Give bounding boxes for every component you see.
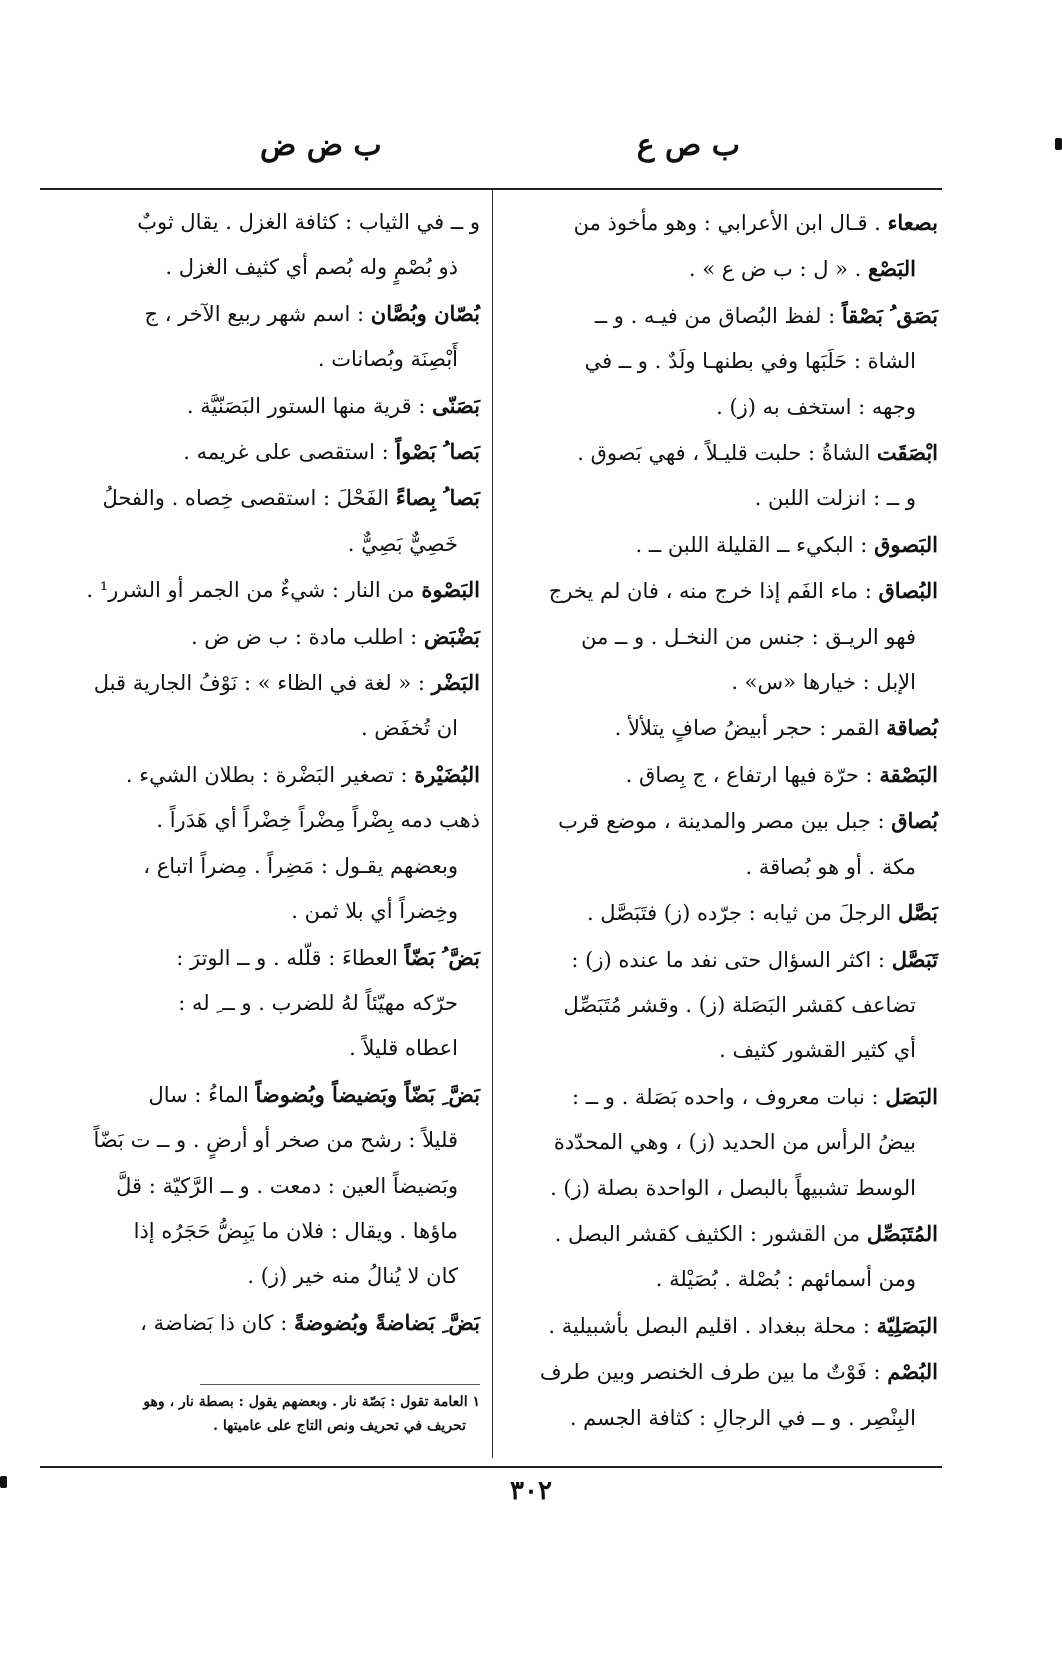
- headword: البُصْم: [887, 1359, 938, 1385]
- dictionary-line: [508, 200, 938, 246]
- definition-text: : حرّة فيها ارتفاع ، ج بِصاق .: [625, 762, 873, 787]
- definition-text: وجهه : استخف به (ز) .: [716, 394, 916, 419]
- dictionary-line: [508, 752, 938, 798]
- edge-mark: [1055, 138, 1062, 150]
- definition-text: : لفظ البُصاق من فيـه . و ــ: [594, 303, 836, 328]
- dictionary-line: [508, 1028, 938, 1073]
- headword: المُتَبَصِّل: [866, 1220, 938, 1246]
- dictionary-line: [50, 475, 480, 521]
- dictionary-line: [508, 430, 938, 476]
- dictionary-line: [508, 246, 938, 292]
- page-number: ٣٠٢: [510, 1476, 552, 1506]
- dictionary-line: [50, 981, 480, 1026]
- definition-text: وبعضهم يقـول : مَضِراً . مِضراً اتباع ،: [143, 853, 458, 878]
- dictionary-line: [50, 660, 480, 706]
- page-header: [40, 128, 940, 184]
- definition-text: ذهب دمه بِضْراً مِضْراً خِضْراً أي هَدَراً .: [156, 808, 480, 833]
- headword: بَصا ُ بِصاءً: [395, 485, 480, 511]
- headword: بَصا ُ بَصْواً: [395, 439, 480, 465]
- dictionary-line: [508, 522, 938, 568]
- headword: بَصَنّى: [432, 392, 480, 418]
- dictionary-line: [508, 1211, 938, 1257]
- headword: البُضَيْرة: [414, 761, 480, 787]
- dictionary-line: [508, 660, 938, 705]
- definition-text: : فَوْتٌ ما بين طرف الخنصر وبين طرف: [539, 1360, 881, 1385]
- definition-text: الوسط تشبيهاً بالبصل ، الواحدة بصلة (ز) .: [550, 1175, 916, 1200]
- definition-text: بيضُ الرأس من الحديد (ز) ، وهي المحدّدة: [553, 1130, 916, 1155]
- dictionary-line: [50, 245, 480, 290]
- dictionary-line: [50, 429, 480, 475]
- headword: البُصاق: [878, 578, 938, 604]
- dictionary-line: [508, 1074, 938, 1120]
- headword: البَضْر: [431, 670, 480, 696]
- dictionary-line: [50, 935, 480, 981]
- definition-text: اعطاه قليلاً .: [349, 1036, 458, 1061]
- definition-text: : نبات معروف ، واحده بَصَلة . و ــ :: [572, 1084, 879, 1109]
- definition-text: : جبل بين مصر والمدينة ، موضع قرب: [558, 809, 885, 834]
- dictionary-line: [508, 385, 938, 430]
- dictionary-line: [508, 798, 938, 844]
- definition-text: و ــ في الثياب : كثافة الغزل . يقال ثوبٌ: [137, 210, 480, 234]
- definition-text: : كان ذا بَضاضة ،: [140, 1310, 288, 1335]
- headword: البَصَلِيّة: [876, 1312, 938, 1338]
- definition-text: وبَضيضاً العين : دمعت . و ــ الرَّكيّة : قلَّ: [116, 1173, 458, 1198]
- definition-text: العطاءَ : قلّله . و ــ الوترَ :: [176, 945, 398, 970]
- dictionary-line: [508, 845, 938, 890]
- footnote-marker: ١: [472, 1394, 480, 1410]
- headword: البَصَل: [885, 1083, 938, 1109]
- definition-text: . « ل : ب ض ع » .: [688, 257, 862, 282]
- definition-text: الإبل : خيارها «س» .: [731, 670, 916, 695]
- dictionary-line: [50, 1118, 480, 1163]
- definition-text: الشاةُ : حلبت قليـلاً ، فهي بَصوق .: [577, 441, 871, 466]
- definition-text: : استقصى على غريمه .: [183, 440, 389, 465]
- definition-text: الرجلَ من ثيابه : جرّده (ز) فتَبَصَّل .: [586, 901, 892, 926]
- headword: بَضْبَض: [423, 623, 480, 649]
- dictionary-line: [508, 1257, 938, 1302]
- footnote-rule: [200, 1384, 480, 1385]
- dictionary-line: [50, 522, 480, 567]
- dictionary-line: [50, 383, 480, 429]
- dictionary-line: [508, 937, 938, 983]
- definition-text: ومن أسمائهم : بُصْلة . بُصَيْلة .: [655, 1267, 916, 1292]
- dictionary-line: [50, 706, 480, 751]
- definition-text: : قرية منها الستور البَصَنّيَّة .: [186, 393, 426, 418]
- headword: البَصْقة: [879, 761, 938, 787]
- headword: بَضَّ ِ بَضاضةً وبُضوضةً: [293, 1309, 480, 1335]
- definition-text: كان لا يُنالُ منه خير (ز) .: [247, 1264, 458, 1289]
- headword: بَصَّل: [898, 900, 938, 926]
- column-divider: [492, 190, 493, 1458]
- definition-text: من القشور : الكثيف كقشر البصل .: [554, 1221, 861, 1246]
- dictionary-line: [508, 615, 938, 660]
- footer-rule: [40, 1466, 942, 1468]
- definition-text: : تصغير البَضْرة : بطلان الشيء .: [125, 762, 408, 787]
- dictionary-line: [50, 1072, 480, 1118]
- definition-text: أي كثير القشور كثيف .: [719, 1038, 916, 1063]
- definition-text: ان تُخفَض .: [360, 716, 458, 741]
- dictionary-line: [50, 291, 480, 337]
- definition-text: : محلة ببغداد . اقليم البصل بأشبيلية .: [548, 1313, 870, 1338]
- headword: ابْصَقَت: [876, 440, 938, 466]
- dictionary-line: [50, 889, 480, 934]
- dictionary-line: [50, 1209, 480, 1254]
- header-rule: [40, 188, 942, 190]
- dictionary-line: [508, 705, 938, 751]
- definition-text: : ماء الفَم إذا خرج منه ، فان لم يخرج: [548, 579, 872, 604]
- definition-text: من النار : شيءٌ من الجمر أو الشرر¹ .: [86, 578, 415, 603]
- dictionary-line: [50, 1300, 480, 1346]
- definition-text: قليلاً : رشح من صخر أو أرضٍ . و ــ ت بَضّاً: [93, 1128, 458, 1153]
- definition-text: : اطلب مادة : ب ض ض .: [190, 624, 418, 649]
- headword: بَضَّ ُ بَضّاً: [404, 944, 480, 970]
- definition-text: الشاة : حَلَبَها وفي بطنهـا ولَدٌ . و ــ في: [584, 349, 916, 374]
- headword: البَصْع: [868, 256, 916, 282]
- dictionary-line: [508, 476, 938, 521]
- dictionary-line: [50, 614, 480, 660]
- definition-text: حرّكه مهيّئاً لهُ للضرب . و ــ ِ له :: [178, 990, 458, 1015]
- left-column: [50, 200, 480, 1346]
- headword: البَصوق: [874, 531, 938, 557]
- definition-text: ماؤها . ويقال : فلان ما يَبِضُّ حَجَرُه إذا: [133, 1218, 458, 1243]
- footnote: [50, 1390, 480, 1438]
- dictionary-line: [508, 1303, 938, 1349]
- definition-text: : البكيء ــ القليلة اللبن ــ .: [635, 532, 868, 557]
- dictionary-line: [50, 1164, 480, 1209]
- dictionary-line: [508, 1166, 938, 1211]
- footnote-text: تحريف في تحريف ونص التاج على عاميتها .: [213, 1418, 466, 1434]
- dictionary-line: [508, 1120, 938, 1165]
- definition-text: : « لغة في الظاء » : نَوْفُ الجارية قبل: [93, 671, 425, 696]
- dictionary-line: [50, 798, 480, 843]
- headword: بُصاق: [891, 808, 938, 834]
- definition-text: : اكثر السؤال حتى نفد ما عنده (ز) :: [571, 947, 886, 972]
- definition-text: ذو بُصْمٍ وله بُصم أي كثيف الغزل .: [165, 255, 458, 280]
- definition-text: مكة . أو هو بُصاقة .: [745, 854, 916, 879]
- dictionary-line: [508, 293, 938, 339]
- dictionary-line: [50, 844, 480, 889]
- definition-text: الماءُ : سال: [148, 1082, 249, 1107]
- right-column: [508, 200, 938, 1441]
- dictionary-line: [508, 890, 938, 936]
- dictionary-line: [50, 1026, 480, 1071]
- headword: البَصْوة: [421, 577, 480, 603]
- footnote-line: [50, 1414, 480, 1438]
- definition-text: خَصِيٌّ بَصِيٌّ .: [347, 531, 458, 556]
- headword: بصعاء: [887, 210, 938, 235]
- dictionary-line: [50, 1254, 480, 1299]
- definition-text: القمر : حجر أبيضُ صافٍ يتلألأ .: [614, 716, 880, 741]
- dictionary-line: [508, 1349, 938, 1395]
- dictionary-line: [50, 200, 480, 245]
- definition-text: الفَحْلَ : استقصى خِصاه . والفحلُ: [102, 486, 390, 511]
- definition-text: فهو الريـق : جنس من النخـل . و ــ من: [581, 624, 916, 649]
- definition-text: : اسم شهر ربيع الآخر ، ج: [144, 301, 365, 326]
- footnote-text: العامة تقول : بَصّة نار . وبعضهم يقول : بصطة نار ، وهو: [143, 1394, 468, 1410]
- headword: بَصَق ُ بَصْقاً: [841, 302, 938, 328]
- dictionary-line: [508, 339, 938, 384]
- headword: بُصّان وبُصَّان: [370, 300, 480, 326]
- definition-text: . قـال ابن الأعرابي : وهو مأخوذ من: [573, 211, 881, 235]
- dictionary-line: [508, 983, 938, 1028]
- definition-text: البِنْصِر . و ــ في الرجالِ : كثافة الجسم .: [569, 1405, 916, 1430]
- dictionary-line: [508, 1396, 938, 1441]
- dictionary-line: [508, 568, 938, 614]
- dictionary-line: [50, 567, 480, 613]
- dictionary-line: [50, 752, 480, 798]
- definition-text: وخِضراً أي بلا ثمن .: [291, 899, 458, 924]
- definition-text: و ــ : انزلت اللبن .: [754, 486, 916, 511]
- right-column-title: ب ص ع: [636, 128, 740, 163]
- footnote-line: [50, 1390, 480, 1414]
- headword: تَبَصَّل: [891, 946, 938, 972]
- headword: بُصاقة: [886, 715, 938, 741]
- definition-text: تضاعف كقشر البَصَلة (ز) . وقشر مُتَبَصِّل: [563, 992, 916, 1017]
- left-column-title: ب ض ض: [260, 128, 382, 163]
- headword: بَضَّ ِ بَضّاً وبَضيضاً وبُضوضاً: [255, 1081, 480, 1107]
- definition-text: أَبْصِنَة وبُصانات .: [317, 347, 458, 372]
- dictionary-line: [50, 337, 480, 382]
